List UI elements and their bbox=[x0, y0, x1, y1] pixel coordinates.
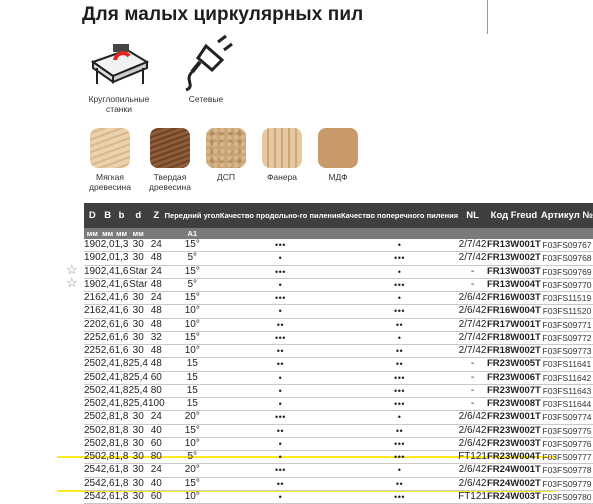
softwood-sample bbox=[90, 128, 130, 168]
table-cell: 32 bbox=[148, 331, 165, 344]
table-cell: • bbox=[341, 265, 458, 278]
material-label: Твердая древесина bbox=[149, 172, 191, 192]
table-cell: FR17W001T bbox=[487, 318, 541, 330]
table-cell: ••• bbox=[341, 252, 458, 265]
table-cell: ••• bbox=[220, 292, 341, 305]
plywood-sample bbox=[262, 128, 302, 168]
table-cell: •• bbox=[341, 477, 458, 490]
table-cell: 1,6 bbox=[114, 345, 129, 356]
mdf-sample bbox=[318, 128, 358, 168]
power-plug-icon bbox=[176, 32, 236, 92]
table-cell: - bbox=[458, 278, 487, 291]
table-cell: 1,6 bbox=[114, 318, 129, 330]
table-cell: 190 bbox=[84, 252, 101, 264]
table-cell: FT121 bbox=[458, 451, 487, 462]
table-cell: 48 bbox=[148, 278, 165, 291]
table-cell: 2/7/42 bbox=[458, 252, 487, 264]
table-cell: 15° bbox=[165, 292, 220, 305]
table-cell: F03FS09773 bbox=[542, 346, 592, 356]
table-cell: 190 bbox=[84, 239, 101, 250]
material-label: Мягкая древесина bbox=[89, 172, 131, 192]
table-cell: • bbox=[341, 239, 458, 252]
table-cell: 15° bbox=[165, 265, 220, 278]
table-row bbox=[84, 464, 593, 477]
table-cell: F03FS09776 bbox=[542, 438, 592, 449]
table-cell: 1,6 bbox=[114, 278, 129, 290]
table-cell: FR23W005T bbox=[487, 358, 541, 370]
table-cell: 1,6 bbox=[114, 265, 129, 277]
table-cell: F03FS09769 bbox=[542, 266, 592, 277]
table-cell: 30 bbox=[129, 477, 148, 490]
table-cell: 24 bbox=[148, 265, 165, 278]
table-cell: 216 bbox=[84, 292, 101, 303]
table-cell: 2,6 bbox=[100, 477, 115, 489]
table-cell: 10° bbox=[165, 490, 220, 503]
table-cell: 1,6 bbox=[114, 331, 129, 343]
table-cell: 1,8 bbox=[114, 490, 129, 502]
material-label: МДФ bbox=[328, 172, 348, 182]
table-cell: • bbox=[220, 278, 341, 291]
table-cell: 250 bbox=[84, 371, 101, 383]
table-cell: - bbox=[458, 384, 487, 397]
unit-cell: мм bbox=[84, 228, 101, 239]
table-cell: ••• bbox=[220, 239, 341, 252]
table-cell: FR18W001T bbox=[487, 331, 541, 343]
table-cell: 10° bbox=[165, 345, 220, 358]
table-cell: 190 bbox=[84, 265, 101, 277]
table-cell: 2/7/42 bbox=[458, 345, 487, 356]
table-cell: 2/6/42 bbox=[458, 292, 487, 303]
table-cell: 15 bbox=[165, 358, 220, 371]
col-header: Код Freud bbox=[487, 203, 541, 228]
table-cell: F03FS09767 bbox=[542, 240, 592, 250]
table-cell: 25,4 bbox=[128, 384, 148, 396]
table-cell: F03FS09768 bbox=[542, 253, 592, 264]
material-hardwood bbox=[142, 128, 198, 192]
table-cell: 254 bbox=[84, 490, 101, 502]
unit-cell: мм bbox=[102, 229, 114, 238]
unit-cell: A1 bbox=[165, 228, 220, 239]
table-cell: 25,4 bbox=[128, 398, 148, 409]
table-row bbox=[84, 331, 593, 344]
material-softwood bbox=[82, 128, 138, 192]
table-cell: FR24W001T bbox=[487, 464, 541, 476]
table-cell: 20° bbox=[165, 411, 220, 424]
table-cell: ••• bbox=[341, 371, 458, 384]
unit-cell bbox=[341, 228, 458, 239]
table-row bbox=[84, 398, 593, 411]
table-cell: FR24W002T bbox=[487, 477, 541, 489]
table-cell: 10° bbox=[165, 318, 220, 331]
table-cell: 250 bbox=[84, 398, 101, 409]
table-cell: FR23W003T bbox=[487, 437, 541, 449]
material-label: ДСП bbox=[216, 172, 235, 182]
table-cell: 15 bbox=[165, 371, 220, 384]
unit-cell bbox=[220, 228, 341, 239]
table-cell: 1,8 bbox=[114, 464, 129, 476]
table-cell: •• bbox=[341, 358, 458, 371]
col-header: Качество поперечного пиления bbox=[341, 203, 458, 228]
table-cell: 5° bbox=[165, 278, 220, 291]
table-cell: F03FS11642 bbox=[542, 372, 592, 383]
material-label: Фанера bbox=[266, 172, 298, 182]
table-cell: FR23W006T bbox=[487, 371, 541, 383]
table-cell: 2/6/42 bbox=[458, 424, 487, 436]
table-cell: • bbox=[220, 398, 341, 411]
table-cell: 30 bbox=[129, 252, 148, 265]
table-cell: 2,4 bbox=[100, 358, 115, 370]
table-cell: 2,8 bbox=[100, 411, 115, 423]
table-cell: F03FS09772 bbox=[542, 332, 592, 343]
table-cell: FR23W001T bbox=[487, 411, 541, 423]
table-cell: 48 bbox=[148, 305, 165, 318]
table-cell: Star bbox=[129, 278, 148, 290]
table-cell: 80 bbox=[148, 451, 165, 464]
table-row bbox=[84, 490, 593, 503]
table-cell: 100 bbox=[147, 398, 165, 409]
table-cell: 2/6/42 bbox=[458, 305, 487, 317]
table-cell: F03FS11643 bbox=[542, 385, 592, 396]
table-row bbox=[84, 345, 593, 358]
table-cell: 1,8 bbox=[114, 371, 129, 383]
unit-cell: мм bbox=[129, 228, 148, 239]
table-cell: 24 bbox=[148, 411, 165, 424]
table-cell: ••• bbox=[220, 411, 341, 424]
table-cell: 254 bbox=[84, 477, 101, 489]
table-row bbox=[84, 265, 593, 278]
col-header: d bbox=[129, 203, 148, 228]
table-cell: 2/7/42 bbox=[458, 239, 487, 250]
table-cell: • bbox=[341, 331, 458, 344]
table-cell: ••• bbox=[341, 437, 458, 450]
table-cell: F03FS09771 bbox=[542, 319, 592, 330]
chipboard-sample bbox=[206, 128, 246, 168]
favorite-star-icon[interactable]: ☆ bbox=[66, 262, 78, 277]
col-header: Z bbox=[148, 203, 165, 228]
table-row bbox=[84, 451, 593, 464]
material-chipboard bbox=[198, 128, 254, 182]
table-cell: 24 bbox=[148, 464, 165, 477]
table-cell: 10° bbox=[165, 305, 220, 318]
unit-cell bbox=[148, 228, 165, 239]
table-cell: • bbox=[341, 464, 458, 477]
table-cell: 1,8 bbox=[114, 424, 129, 436]
table-cell: • bbox=[220, 451, 341, 464]
table-cell: FT121 bbox=[458, 490, 487, 502]
table-cell: FR23W007T bbox=[487, 384, 541, 396]
table-cell: •• bbox=[220, 345, 341, 358]
table-cell: • bbox=[220, 371, 341, 384]
table-cell: 2/6/42 bbox=[458, 411, 487, 423]
table-cell: 1,8 bbox=[114, 477, 129, 489]
col-header: Передний угол bbox=[165, 203, 220, 228]
table-row bbox=[84, 318, 593, 331]
table-cell: 30 bbox=[129, 464, 148, 477]
table-cell: 2,4 bbox=[100, 278, 115, 290]
table-cell: FR24W003T bbox=[487, 490, 541, 502]
table-cell: 1,6 bbox=[114, 305, 129, 317]
table-cell: 1,8 bbox=[114, 398, 129, 409]
table-cell: 2/7/42 bbox=[458, 318, 487, 330]
table-unit-row bbox=[84, 228, 593, 239]
table-cell: 48 bbox=[148, 345, 165, 358]
table-cell: 250 bbox=[84, 451, 101, 462]
table-row bbox=[84, 477, 593, 490]
unit-cell: мм bbox=[115, 229, 128, 238]
spec-table bbox=[84, 203, 593, 504]
col-header: B bbox=[101, 203, 115, 228]
table-row bbox=[84, 305, 593, 318]
table-cell: 2,6 bbox=[100, 464, 115, 476]
page-title: Для малых циркулярных пил bbox=[82, 4, 364, 25]
table-cell: •• bbox=[220, 358, 341, 371]
table-cell: F03FS11641 bbox=[542, 359, 592, 370]
table-cell: • bbox=[220, 252, 341, 265]
table-cell: •• bbox=[341, 424, 458, 437]
table-cell: 80 bbox=[148, 384, 165, 397]
table-cell: 5° bbox=[165, 451, 220, 464]
machine-power bbox=[176, 32, 236, 104]
table-cell: 24 bbox=[148, 292, 165, 305]
table-cell: 2,8 bbox=[100, 424, 115, 436]
table-cell: 15 bbox=[165, 398, 220, 411]
table-cell: 30 bbox=[129, 292, 148, 305]
table-cell: 24 bbox=[148, 239, 165, 252]
table-cell: F03FS09778 bbox=[542, 465, 592, 476]
hardwood-sample bbox=[150, 128, 190, 168]
machine-table-saw bbox=[84, 32, 154, 114]
table-cell: 30 bbox=[129, 437, 148, 450]
table-cell: 2,4 bbox=[100, 371, 115, 383]
table-cell: 254 bbox=[84, 464, 101, 476]
table-cell: - bbox=[458, 398, 487, 411]
table-cell: • bbox=[220, 384, 341, 397]
table-cell: 30 bbox=[129, 411, 148, 424]
table-cell: ••• bbox=[341, 398, 458, 411]
table-cell: F03FS11520 bbox=[542, 306, 592, 317]
table-cell: FR16W003T bbox=[487, 292, 541, 303]
table-cell: 250 bbox=[84, 437, 101, 449]
table-cell: • bbox=[220, 437, 341, 450]
table-cell: - bbox=[458, 371, 487, 384]
table-cell: ••• bbox=[341, 451, 458, 464]
table-cell: 5° bbox=[165, 252, 220, 265]
table-cell: F03FS11644 bbox=[542, 399, 592, 409]
table-cell: F03FS09774 bbox=[542, 412, 592, 423]
table-cell: •• bbox=[220, 477, 341, 490]
table-cell: ••• bbox=[341, 384, 458, 397]
table-cell: FR13W003T bbox=[487, 265, 541, 277]
table-cell: 25,4 bbox=[128, 358, 148, 370]
table-cell: FR13W002T bbox=[487, 252, 541, 264]
table-cell: 1,8 bbox=[114, 437, 129, 449]
table-cell: 30 bbox=[129, 345, 148, 358]
col-header: Качество продольно-го пиления bbox=[220, 203, 341, 228]
material-plywood bbox=[254, 128, 310, 182]
table-cell: 2,6 bbox=[100, 318, 115, 330]
table-cell: 2,4 bbox=[100, 384, 115, 396]
table-cell: FR23W008T bbox=[487, 398, 541, 409]
table-cell: • bbox=[341, 292, 458, 305]
table-cell: F03FS09770 bbox=[542, 279, 592, 290]
table-cell: ••• bbox=[220, 265, 341, 278]
table-cell: 2/6/42 bbox=[458, 464, 487, 476]
table-row bbox=[84, 292, 593, 305]
table-cell: FR13W001T bbox=[487, 239, 541, 250]
table-cell: 1,8 bbox=[114, 384, 129, 396]
table-cell: 60 bbox=[148, 371, 165, 384]
table-cell: 30 bbox=[129, 490, 148, 503]
favorite-star-icon[interactable]: ☆ bbox=[66, 275, 78, 290]
table-cell: 2/6/42 bbox=[458, 437, 487, 449]
table-row bbox=[84, 411, 593, 424]
machine-label: Сетевые bbox=[188, 94, 224, 104]
table-cell: 1,3 bbox=[114, 239, 129, 250]
table-cell: 30 bbox=[129, 331, 148, 344]
table-cell: 20° bbox=[165, 464, 220, 477]
table-row bbox=[84, 278, 593, 291]
col-header: b bbox=[115, 203, 129, 228]
table-cell: ••• bbox=[220, 464, 341, 477]
table-cell: 250 bbox=[84, 358, 101, 370]
table-cell: 48 bbox=[148, 318, 165, 331]
table-cell: • bbox=[220, 305, 341, 318]
table-cell: FR23W002T bbox=[487, 424, 541, 436]
table-cell: 2,4 bbox=[100, 305, 115, 317]
table-cell: 2,6 bbox=[100, 490, 115, 502]
table-saw-icon bbox=[87, 32, 151, 92]
table-row bbox=[84, 437, 593, 450]
table-cell: F03FS09779 bbox=[542, 478, 592, 489]
table-cell: •• bbox=[341, 318, 458, 331]
table-cell: 15° bbox=[165, 424, 220, 437]
table-cell: 30 bbox=[129, 424, 148, 437]
table-cell: - bbox=[458, 358, 487, 371]
table-cell: 30 bbox=[129, 318, 148, 331]
table-cell: F03FS11519 bbox=[542, 293, 592, 303]
table-cell: ••• bbox=[341, 278, 458, 291]
table-row bbox=[84, 384, 593, 397]
divider bbox=[487, 0, 488, 34]
col-header: D bbox=[84, 203, 101, 228]
col-header: Артикул № bbox=[541, 203, 593, 228]
table-cell: 2,6 bbox=[100, 345, 115, 356]
table-cell: 48 bbox=[148, 252, 165, 265]
table-cell: 10° bbox=[165, 437, 220, 450]
material-mdf bbox=[310, 128, 366, 182]
machine-label: Круглопильные станки bbox=[88, 94, 150, 114]
col-header: NL bbox=[458, 203, 487, 228]
table-cell: 60 bbox=[148, 437, 165, 450]
table-cell: F03FS09775 bbox=[542, 425, 592, 436]
table-cell: 60 bbox=[148, 490, 165, 503]
table-cell: 220 bbox=[84, 318, 101, 330]
table-cell: 2,8 bbox=[100, 451, 115, 462]
table-cell: FR16W004T bbox=[487, 305, 541, 317]
table-cell: 1,8 bbox=[114, 411, 129, 423]
table-cell: 2/6/42 bbox=[458, 477, 487, 489]
unit-cell bbox=[487, 228, 541, 239]
table-cell: •• bbox=[341, 345, 458, 358]
table-cell: 2,6 bbox=[100, 331, 115, 343]
table-cell: 2,8 bbox=[100, 437, 115, 449]
table-cell: 1,8 bbox=[114, 358, 129, 370]
table-cell: 250 bbox=[84, 411, 101, 423]
table-cell: 15° bbox=[165, 239, 220, 252]
table-row bbox=[84, 358, 593, 371]
table-cell: 15° bbox=[165, 477, 220, 490]
table-cell: 1,6 bbox=[114, 292, 129, 303]
table-header-row bbox=[84, 203, 593, 228]
table-cell: F03FS09777 bbox=[542, 452, 592, 462]
table-cell: 190 bbox=[84, 278, 101, 290]
table-cell: 30 bbox=[129, 305, 148, 318]
table-cell: • bbox=[220, 490, 341, 503]
table-cell: 30 bbox=[129, 239, 148, 252]
table-row bbox=[84, 371, 593, 384]
table-cell: - bbox=[458, 265, 487, 278]
table-cell: 216 bbox=[84, 305, 101, 317]
table-cell: F03FS09780 bbox=[542, 491, 592, 502]
table-cell: 15° bbox=[165, 331, 220, 344]
table-cell: 40 bbox=[148, 477, 165, 490]
table-cell: 2,0 bbox=[100, 239, 115, 250]
table-cell: 15 bbox=[165, 384, 220, 397]
table-cell: 250 bbox=[84, 384, 101, 396]
table-cell: 2/7/42 bbox=[458, 331, 487, 343]
table-cell: ••• bbox=[220, 331, 341, 344]
table-cell: •• bbox=[220, 318, 341, 331]
table-cell: 48 bbox=[148, 358, 165, 371]
table-cell: 250 bbox=[84, 424, 101, 436]
table-cell: Star bbox=[129, 265, 148, 277]
table-cell: 1,3 bbox=[114, 252, 129, 264]
unit-cell bbox=[458, 228, 487, 239]
table-cell: 1,8 bbox=[114, 451, 129, 462]
table-cell: FR18W002T bbox=[487, 345, 541, 356]
table-row bbox=[84, 252, 593, 265]
table-cell: 2,4 bbox=[100, 398, 115, 409]
table-cell: FR23W004T bbox=[487, 451, 541, 462]
table-row bbox=[84, 424, 593, 437]
table-cell: • bbox=[341, 411, 458, 424]
table-cell: 225 bbox=[84, 331, 101, 343]
table-cell: 2,4 bbox=[100, 265, 115, 277]
table-cell: 2,0 bbox=[100, 252, 115, 264]
table-cell: 225 bbox=[84, 345, 101, 356]
table-body bbox=[84, 239, 593, 504]
table-cell: 25,4 bbox=[128, 371, 148, 383]
table-cell: ••• bbox=[341, 490, 458, 503]
unit-cell bbox=[541, 228, 593, 239]
table-cell: 40 bbox=[148, 424, 165, 437]
table-cell: 30 bbox=[129, 451, 148, 464]
table-cell: ••• bbox=[341, 305, 458, 318]
table-cell: 2,4 bbox=[100, 292, 115, 303]
table-cell: FR13W004T bbox=[487, 278, 541, 290]
table-cell: •• bbox=[220, 424, 341, 437]
table-row bbox=[84, 239, 593, 252]
